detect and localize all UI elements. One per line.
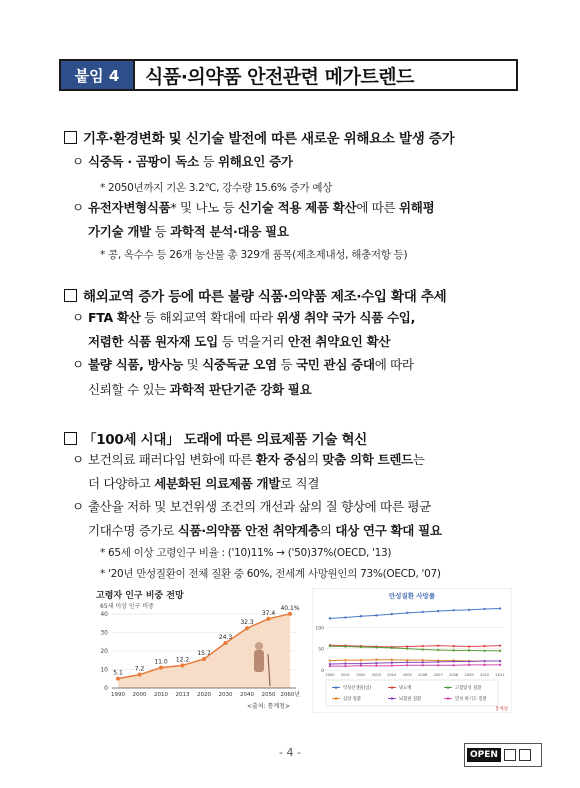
- text-run: 세분화된 의료제품 개발: [154, 476, 281, 491]
- text-run: 신뢰할 수 있는: [88, 382, 170, 397]
- text-run: 기대수명 증가로: [88, 523, 178, 538]
- data-point: [483, 608, 485, 610]
- data-point: [499, 644, 501, 646]
- text-run: 과학적 판단기준 강화 필요: [169, 382, 312, 397]
- text-run: 의: [319, 523, 336, 538]
- section-2-heading: 해외교역 증가 등에 따른 불량 식품·의약품 제조·수입 확대 추세: [64, 285, 446, 305]
- data-point: [452, 609, 454, 611]
- section-1-item-1: [72, 150, 293, 173]
- x-tick-label: 1990: [111, 692, 125, 698]
- legend-marker: [335, 697, 338, 700]
- legend-marker: [447, 697, 450, 700]
- data-point: [360, 615, 362, 617]
- license-icon: [504, 749, 516, 761]
- data-point: [288, 612, 292, 616]
- text-run: 환자 중심: [255, 452, 307, 467]
- data-point: [344, 662, 346, 664]
- x-tick-label: 2060년: [280, 692, 300, 698]
- x-tick-label: 2020: [197, 692, 211, 698]
- circle-bullet-icon: ㅇ: [72, 200, 84, 215]
- text-run: 과학적 분석·대응 필요: [170, 224, 289, 239]
- page-header: [59, 59, 518, 91]
- data-point: [375, 614, 377, 616]
- data-point: [344, 659, 346, 661]
- data-point: [360, 646, 362, 648]
- data-point: [422, 664, 424, 666]
- circle-bullet-icon: ㅇ: [72, 357, 84, 372]
- data-point: [391, 659, 393, 661]
- section-1-item-2-cont: [88, 222, 289, 240]
- text-run: 등 해외교역 확대에 따라: [140, 310, 277, 325]
- data-point: [202, 657, 206, 661]
- data-point: [329, 665, 331, 667]
- data-point: [452, 649, 454, 651]
- text-run: 위해요인 증가: [217, 154, 293, 169]
- data-point: [437, 644, 439, 646]
- data-point: [406, 664, 408, 666]
- data-point: [437, 649, 439, 651]
- x-tick-label: 2001: [340, 673, 351, 677]
- text-run: 및: [164, 131, 186, 147]
- data-label: 11.0: [154, 658, 168, 666]
- data-point: [344, 616, 346, 618]
- data-point: [245, 626, 249, 630]
- section-1-item-2: [72, 196, 434, 219]
- text-run: 새로운 위해요소 발생 증가: [300, 131, 455, 147]
- section-1-note-2: * 콩, 옥수수 등 26개 농산물 총 329개 품목(제초제내성, 해충저항 등): [100, 249, 408, 261]
- x-tick-label: 2005: [402, 673, 412, 677]
- data-point: [422, 648, 424, 650]
- data-point: [468, 609, 470, 611]
- data-point: [452, 660, 454, 662]
- text-run: 가기술 개발: [88, 224, 151, 239]
- data-point: [267, 617, 271, 621]
- text-run: 및: [182, 357, 203, 372]
- text-run: 더 다양하고: [88, 476, 155, 491]
- data-point: [499, 664, 501, 666]
- data-point: [406, 647, 408, 649]
- data-point: [138, 673, 142, 677]
- text-run: 위생 취약 국가 식품 수입,: [276, 310, 416, 325]
- data-point: [483, 664, 485, 666]
- x-tick-label: 2030: [218, 692, 233, 698]
- legend-marker: [391, 697, 394, 700]
- legend-label: 만성 하기도 질환: [455, 697, 487, 702]
- legend-label: 심장 질환: [343, 697, 361, 702]
- text-run: 위해평: [399, 200, 435, 215]
- data-point: [406, 659, 408, 661]
- text-run: 등: [198, 154, 218, 169]
- text-run: 신기술 발전: [185, 131, 254, 147]
- data-point: [468, 649, 470, 651]
- legend-label: 고혈압성 질환: [455, 686, 482, 691]
- text-run: 국민 관심 증대: [295, 357, 375, 372]
- x-tick-label: 2011: [495, 673, 505, 677]
- data-label: 7.2: [134, 665, 145, 673]
- legend-marker: [391, 686, 394, 689]
- page-number: - 4 -: [279, 746, 301, 759]
- data-point: [391, 647, 393, 649]
- data-point: [499, 607, 501, 609]
- elderly-figure-icon: [255, 642, 263, 650]
- section-2-item-1: [72, 306, 415, 329]
- data-point: [360, 665, 362, 667]
- x-tick-label: 2013: [175, 692, 190, 698]
- y-tick-label: 0: [104, 685, 108, 692]
- checkbox-bullet-icon: [64, 432, 77, 445]
- text-run: 등에 따른: [163, 289, 229, 305]
- data-point: [422, 645, 424, 647]
- x-tick-label: 2010: [154, 692, 168, 698]
- section-3-note-1: * 65세 이상 고령인구 비율 : ('10)11% → ('50)37%(OECD, '13): [100, 547, 392, 559]
- x-tick-label: 2002: [356, 673, 366, 677]
- text-run: 안전 취약요인 확산: [287, 334, 391, 349]
- chart-title: 고령자 인구 비중 전망: [96, 591, 184, 601]
- data-point: [375, 665, 377, 667]
- data-point: [468, 664, 470, 666]
- data-point: [329, 645, 331, 647]
- legend-marker: [335, 686, 338, 689]
- text-run: 에 따른: [356, 200, 400, 215]
- section-3-item-1: [72, 448, 425, 471]
- text-run: 는: [412, 452, 425, 467]
- x-tick-label: 2010: [479, 673, 490, 677]
- x-tick-label: 2008: [449, 673, 459, 677]
- circle-bullet-icon: ㅇ: [72, 154, 84, 169]
- open-license-logo: OPEN: [464, 743, 542, 767]
- text-run: 저렴한 식품 원자재 도입: [88, 334, 218, 349]
- data-point: [452, 645, 454, 647]
- x-tick-label: 2003: [371, 673, 381, 677]
- section-1-note-1: * 2050년까지 기온 3.2℃, 강수량 15.6% 증가 예상: [100, 182, 333, 194]
- chart-source: 통계청: [494, 707, 508, 712]
- chronic-disease-chart: [312, 588, 512, 713]
- section-2-item-1-cont: [88, 332, 390, 350]
- legend-label: 악성신생물(암): [343, 686, 372, 691]
- y-tick-label: 30: [100, 629, 108, 637]
- text-run: 등: [276, 357, 296, 372]
- section-1-heading: 기후·환경변화 및 신기술 발전에 따른 새로운 위해요소 발생 증가: [64, 127, 454, 147]
- data-point: [391, 613, 393, 615]
- text-run: 식중독균 오염: [202, 357, 277, 372]
- data-point: [499, 660, 501, 662]
- chart-source: <출처: 통계청>: [247, 703, 290, 710]
- data-point: [437, 664, 439, 666]
- x-tick-label: 2006: [418, 673, 428, 677]
- text-run: 로 직결: [280, 476, 320, 491]
- attachment-tag: 붙임 4: [61, 61, 135, 89]
- data-label: 15.7: [197, 649, 211, 657]
- data-point: [422, 659, 424, 661]
- text-run: 에 따라: [374, 357, 414, 372]
- data-point: [391, 665, 393, 667]
- section-3-note-2: * '20년 만성질환이 전체 질환 중 60%, 전세계 사망원인의 73%(OECD, '07): [100, 568, 441, 580]
- section-3-item-2: [72, 495, 431, 518]
- text-run: 불량 식품·의약품 제조·수입 확대 추세: [228, 289, 447, 305]
- chart-subtitle: 65세 이상 인구 비중: [100, 603, 154, 610]
- chart-title: 만성질환 사망률: [388, 592, 436, 600]
- data-label: 32.3: [240, 619, 254, 627]
- data-point: [329, 617, 331, 619]
- circle-bullet-icon: ㅇ: [72, 310, 84, 325]
- data-point: [437, 610, 439, 612]
- text-run: 의: [306, 452, 323, 467]
- y-tick-label: 20: [100, 648, 108, 655]
- text-run: 맞춤 의학 트렌드: [322, 452, 413, 467]
- data-point: [483, 645, 485, 647]
- checkbox-bullet-icon: [64, 131, 77, 144]
- data-point: [499, 650, 501, 652]
- data-point: [468, 645, 470, 647]
- license-icon: [519, 749, 531, 761]
- data-point: [375, 646, 377, 648]
- data-point: [437, 661, 439, 663]
- text-run: 출산율 저하 및 보건위생 조건의 개선과 삶의 질 향상에 따른 평균: [88, 499, 431, 514]
- x-tick-label: 2009: [464, 673, 474, 677]
- data-point: [406, 661, 408, 663]
- text-run: 신기술 적용 제품 확산: [238, 200, 357, 215]
- data-point: [406, 612, 408, 614]
- legend-marker: [447, 686, 450, 689]
- data-point: [116, 677, 120, 681]
- checkbox-bullet-icon: [64, 289, 77, 302]
- section-2-item-2: [72, 353, 414, 376]
- data-point: [483, 660, 485, 662]
- x-tick-label: 2050: [261, 692, 276, 698]
- data-point: [391, 662, 393, 664]
- x-tick-label: 2040: [240, 692, 254, 698]
- text-run: 대상 연구 확대 필요: [335, 523, 442, 538]
- text-run: 식중독 · 곰팡이 독소: [88, 154, 199, 169]
- data-point: [329, 663, 331, 665]
- elderly-figure-icon: [254, 650, 264, 672]
- aging-population-chart: [94, 588, 304, 716]
- text-run: * 및 나노 등: [170, 200, 239, 215]
- chronic-disease-chart-svg: [312, 588, 512, 713]
- text-run: 불량 식품, 방사능: [88, 357, 183, 372]
- section-3-item-2-cont: [88, 521, 442, 539]
- data-label: 37.4: [261, 609, 276, 617]
- data-point: [360, 659, 362, 661]
- section-1-heading-rest: [164, 131, 454, 147]
- data-point: [159, 666, 163, 670]
- page-title: 식품·의약품 안전관련 메가트렌드: [145, 65, 414, 88]
- data-point: [375, 659, 377, 661]
- text-run: 등 먹을거리: [217, 334, 288, 349]
- data-point: [181, 663, 185, 667]
- section-3-heading: 「100세 시대」 도래에 따른 의료제품 기술 혁신: [64, 428, 367, 448]
- text-run: 등: [150, 224, 171, 239]
- text-run: 식품·의약품 안전 취약계층: [177, 523, 320, 538]
- data-label: 5.1: [113, 669, 123, 677]
- text-run: FTA 확산: [88, 310, 141, 325]
- circle-bullet-icon: ㅇ: [72, 452, 84, 467]
- data-point: [422, 611, 424, 613]
- data-label: 12.2: [175, 656, 190, 664]
- legend-label: 뇌혈관 질환: [399, 697, 422, 702]
- section-2-item-2-cont: [88, 380, 311, 398]
- y-tick-label: 10: [100, 666, 108, 674]
- x-tick-label: 2000: [325, 673, 335, 677]
- x-tick-label: 2000: [132, 692, 147, 698]
- data-point: [452, 664, 454, 666]
- x-tick-label: 2007: [433, 673, 443, 677]
- data-point: [344, 645, 346, 647]
- data-label: 40.1%: [280, 604, 300, 612]
- y-tick-label: 100: [315, 626, 324, 632]
- data-point: [483, 650, 485, 652]
- data-point: [224, 641, 228, 645]
- data-point: [422, 661, 424, 663]
- data-point: [406, 645, 408, 647]
- data-point: [329, 659, 331, 661]
- y-tick-label: 50: [318, 647, 324, 653]
- text-run: 유전자변형식품: [88, 200, 171, 215]
- data-point: [375, 662, 377, 664]
- data-point: [468, 660, 470, 662]
- data-point: [344, 665, 346, 667]
- text-run: 보건의료 패러다임 변화에 따른: [88, 452, 256, 467]
- data-label: 24.3: [218, 634, 233, 642]
- legend-label: 당뇨병: [399, 686, 412, 691]
- circle-bullet-icon: ㅇ: [72, 499, 84, 514]
- section-3-item-1-cont: [88, 474, 319, 492]
- y-tick-label: 0: [321, 669, 324, 674]
- data-point: [360, 662, 362, 664]
- x-tick-label: 2004: [387, 673, 397, 677]
- aging-population-chart-svg: [94, 588, 304, 716]
- text-run: 에 따른: [253, 131, 301, 147]
- y-tick-label: 40: [100, 611, 108, 618]
